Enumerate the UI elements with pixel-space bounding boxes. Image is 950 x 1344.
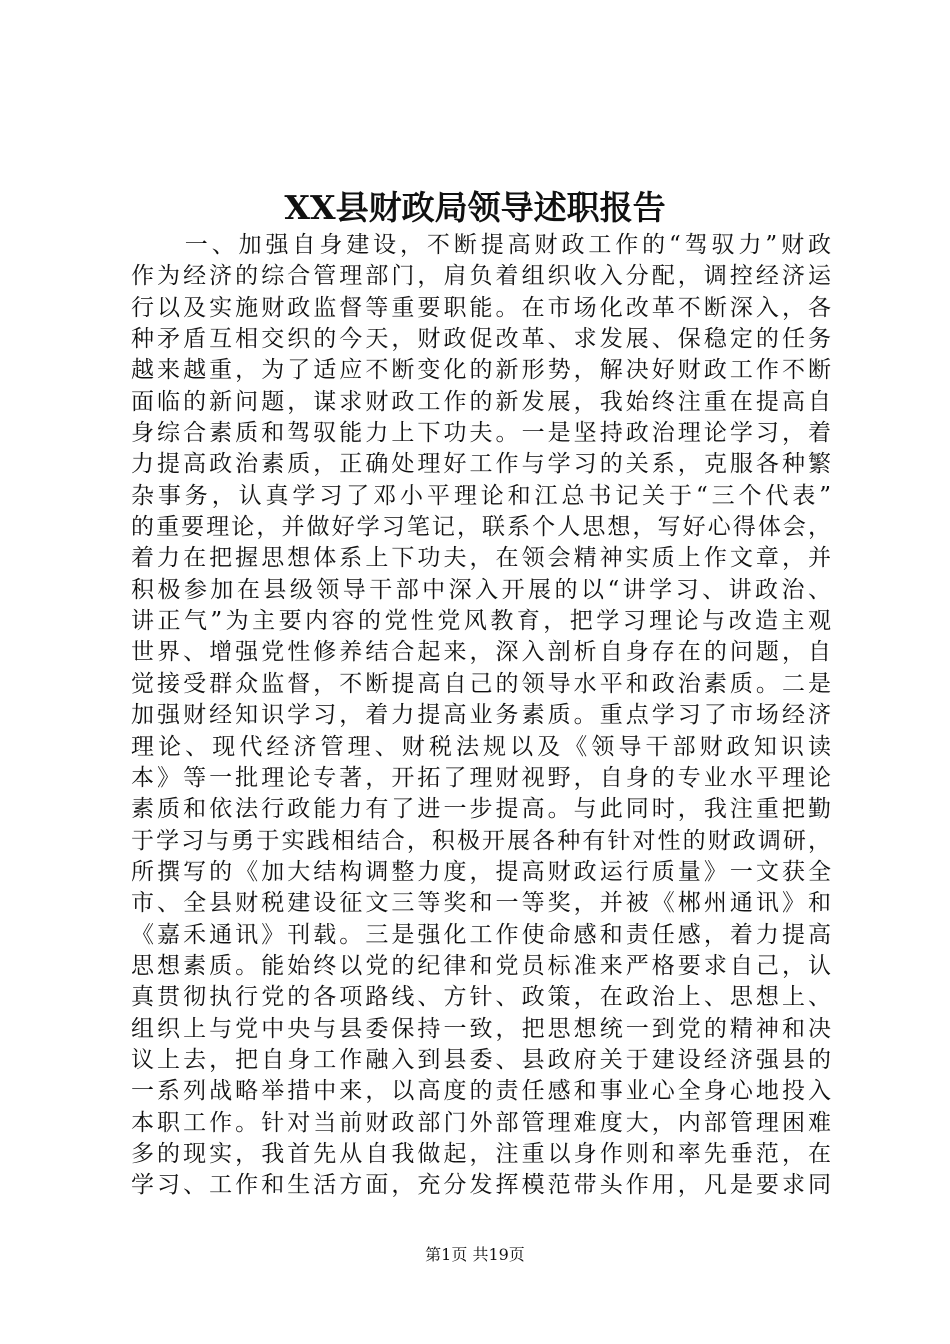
- body-line: 杂事务，认真学习了邓小平理论和江总书记关于“三个代表”: [131, 482, 831, 509]
- body-line: 于学习与勇于实践相结合，积极开展各种有针对性的财政调研，: [131, 827, 831, 854]
- body-line: 力提高政治素质，正确处理好工作与学习的关系，克服各种繁: [131, 451, 831, 478]
- body-line: 作为经济的综合管理部门，肩负着组织收入分配，调控经济运: [131, 263, 831, 290]
- body-line: 《嘉禾通讯》刊载。三是强化工作使命感和责任感，着力提高: [131, 921, 831, 948]
- document-body: [131, 230, 831, 1202]
- body-line: 面临的新问题，谋求财政工作的新发展，我始终注重在提高自: [131, 388, 831, 415]
- body-line: 思想素质。能始终以党的纪律和党员标准来严格要求自己，认: [131, 952, 831, 979]
- body-line: 种矛盾互相交织的今天，财政促改革、求发展、保稳定的任务: [131, 326, 831, 353]
- body-line: 一系列战略举措中来，以高度的责任感和事业心全身心地投入: [131, 1078, 831, 1105]
- body-line: 议上去，把自身工作融入到县委、县政府关于建设经济强县的: [131, 1046, 831, 1073]
- body-line: 的重要理论，并做好学习笔记，联系个人思想，写好心得体会，: [131, 514, 831, 541]
- body-line: 讲正气”为主要内容的党性党风教育，把学习理论与改造主观: [131, 608, 831, 635]
- body-line: 理论、现代经济管理、财税法规以及《领导干部财政知识读: [131, 733, 831, 760]
- body-line: 多的现实，我首先从自我做起，注重以身作则和率先垂范，在: [131, 1140, 831, 1167]
- body-line: 市、全县财税建设征文三等奖和一等奖，并被《郴州通讯》和: [131, 890, 831, 917]
- body-line: 组织上与党中央与县委保持一致，把思想统一到党的精神和决: [131, 1015, 831, 1042]
- body-line: 学习、工作和生活方面，充分发挥模范带头作用，凡是要求同: [131, 1172, 831, 1199]
- body-line: 着力在把握思想体系上下功夫，在领会精神实质上作文章，并: [131, 545, 831, 572]
- body-line: 行以及实施财政监督等重要职能。在市场化改革不断深入，各: [131, 294, 831, 321]
- body-line: 本职工作。针对当前财政部门外部管理难度大，内部管理困难: [131, 1109, 831, 1136]
- body-line: 加强财经知识学习，着力提高业务素质。重点学习了市场经济: [131, 702, 831, 729]
- body-line: 越来越重，为了适应不断变化的新形势，解决好财政工作不断: [131, 357, 831, 384]
- body-line: 一、加强自身建设，不断提高财政工作的“驾驭力”财政: [131, 232, 831, 258]
- document-title: XX县财政局领导述职报告: [284, 188, 666, 227]
- body-line: 真贯彻执行党的各项路线、方针、政策，在政治上、思想上、: [131, 984, 831, 1011]
- page-footer: 第1页 共19页: [425, 1245, 525, 1264]
- body-line: 身综合素质和驾驭能力上下功夫。一是坚持政治理论学习，着: [131, 420, 831, 447]
- body-line: 所撰写的《加大结构调整力度，提高财政运行质量》一文获全: [131, 858, 831, 885]
- body-line: 素质和依法行政能力有了进一步提高。与此同时，我注重把勤: [131, 796, 831, 823]
- body-line: 觉接受群众监督，不断提高自己的领导水平和政治素质。二是: [131, 670, 831, 697]
- body-line: 积极参加在县级领导干部中深入开展的以“讲学习、讲政治、: [131, 576, 831, 603]
- body-line: 本》等一批理论专著，开拓了理财视野，自身的专业水平理论: [131, 764, 831, 791]
- body-line: 世界、增强党性修养结合起来，深入剖析自身存在的问题，自: [131, 639, 831, 666]
